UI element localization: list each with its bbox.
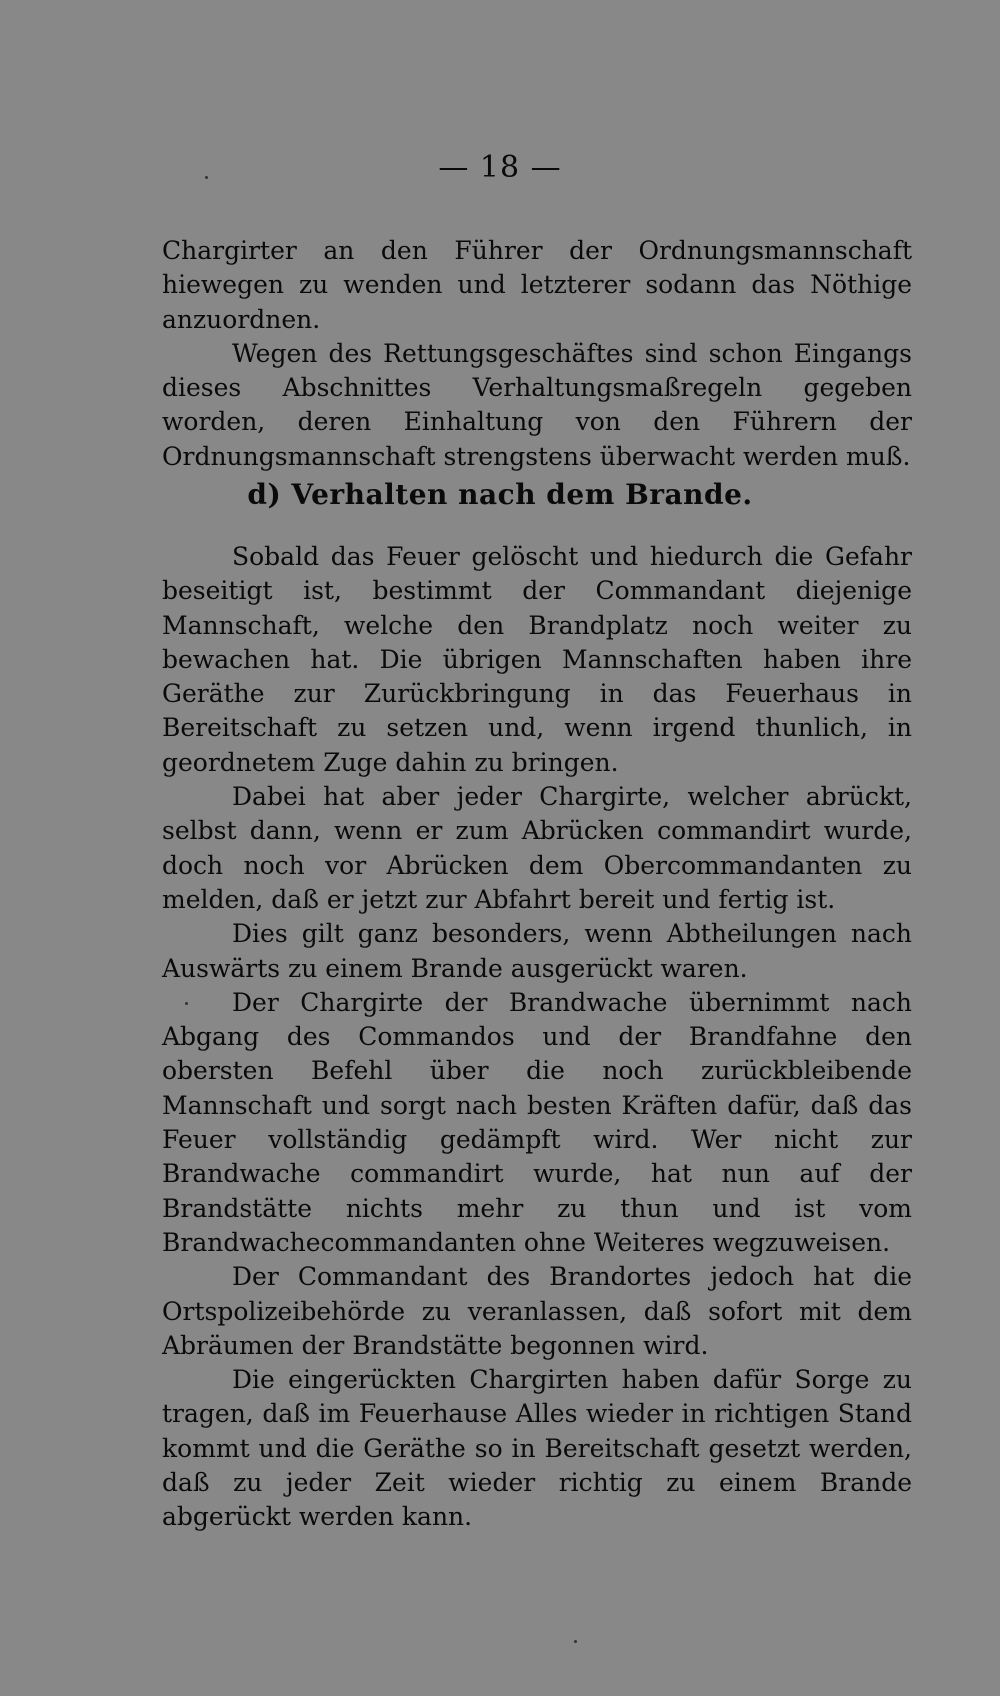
paper-speck [185,1002,188,1005]
paragraph-4: Der Chargirte der Brandwache übernimmt nach Abgang des Commandos und der Brandfahne den obersten Befehl über die noch zurückbleibende Mannschaft und sorgt nach besten Kräften dafür, daß das Feuer vollständig gedämpft wird. Wer nicht zur Brandwache commandirt wurde, hat nun auf der Brandstätte nichts mehr zu thun und ist vom Brandwachecommandanten ohne Weiteres wegzuweisen. [162,987,912,1257]
paragraph-2: Dabei hat aber jeder Chargirte, welcher abrückt, selbst dann, wenn er zum Abrücken commandirt wurde, doch noch vor Abrücken dem Obercommandanten zu melden, daß er jetzt zur Abfahrt bereit und fertig ist. [162,782,912,914]
section-body [162,540,912,1535]
paragraph-rescue-rules: Wegen des Rettungsgeschäftes sind schon Eingangs dieses Abschnittes Verhaltungsmaßregeln gegeben worden, deren Einhaltung von den Führern der Ordnungsmannschaft strengstens überwacht werden muß. [162,338,912,471]
page-number: — 18 — [438,150,562,185]
section-heading: d) Verhalten nach dem Brande. [247,478,753,511]
paragraph-1: Sobald das Feuer gelöscht und hiedurch die Gefahr beseitigt ist, bestimmt der Commandant diejenige Mannschaft, welche den Brandplatz noch weiter zu bewachen hat. Die übrigen Mannschaften haben ihre Geräthe zur Zurückbringung in das Feuerhaus in Bereitschaft zu setzen und, wenn irgend thunlich, in geordnetem Zuge dahin zu bringen. [162,542,912,777]
continued-text-block [162,234,912,474]
paragraph-6: Die eingerückten Chargirten haben dafür Sorge zu tragen, daß im Feuerhause Alles wieder in richtigen Stand kommt und die Geräthe so in Bereitschaft gesetzt werden, daß zu jeder Zeit wieder richtig zu einem Brande abgerückt werden kann. [162,1365,912,1532]
paragraph-3: Dies gilt ganz besonders, wenn Abtheilungen nach Auswärts zu einem Brande ausgerückt waren. [162,919,912,983]
paragraph-continued: Chargirter an den Führer der Ordnungsmannschaft hiewegen zu wenden und letzterer sodann das Nöthige anzuordnen. [162,236,912,334]
paragraph-5: Der Commandant des Brandortes jedoch hat die Ortspolizeibehörde zu veranlassen, daß sofort mit dem Abräumen der Brandstätte begonnen wird. [162,1262,912,1360]
paper-speck [574,1640,577,1643]
paper-speck [205,176,208,179]
